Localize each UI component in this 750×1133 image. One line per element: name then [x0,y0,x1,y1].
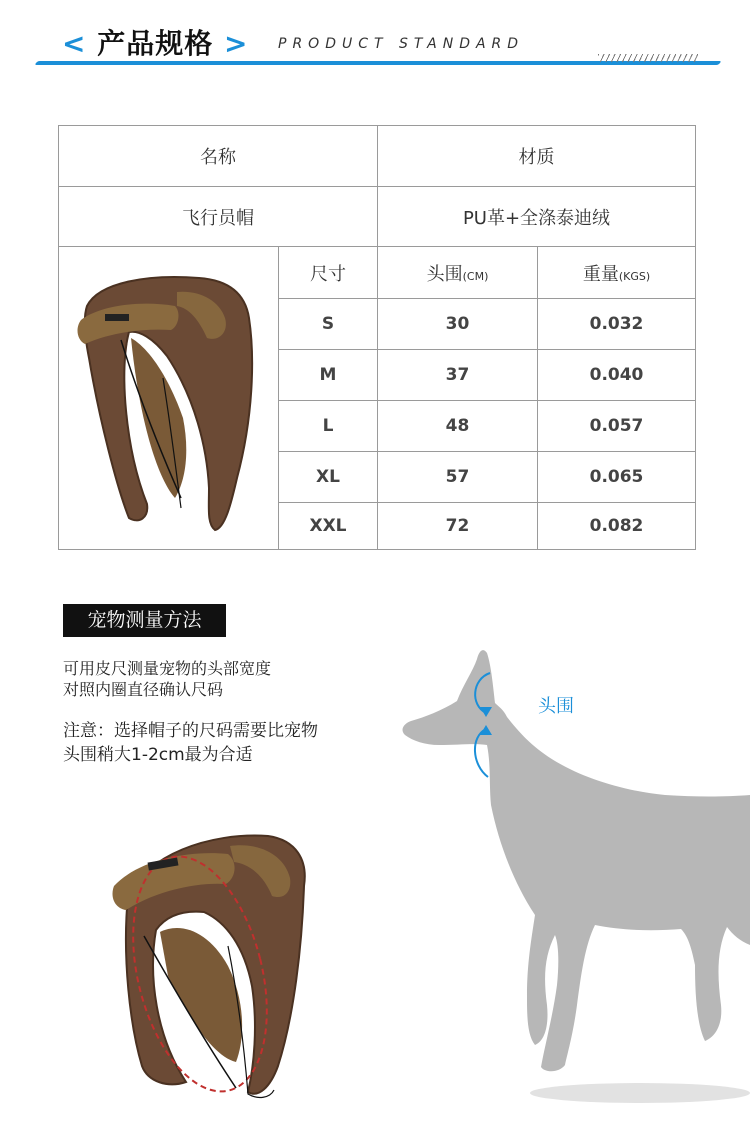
size-cell: S [279,299,378,350]
size-cell: XXL [279,503,378,550]
spec-value-row [59,187,696,247]
head-unit: (CM) [462,269,489,283]
chevron-left-icon: < [62,27,87,60]
chevron-right-icon: > [223,27,249,60]
measure-note-2: 头围稍大1-2cm最为合适 [63,745,253,765]
section-title [62,22,248,62]
spec-header-row [59,126,696,187]
section-subtitle: PRODUCT STANDARD [278,36,525,52]
section-title-text: 产品规格 [97,27,214,60]
weight-unit: (KGS) [618,269,651,283]
head-cell: 37 [378,350,538,401]
size-header-row [59,247,696,299]
weight-header-text: 重量 [582,263,619,285]
name-value: 飞行员帽 [59,187,378,247]
size-cell: M [279,350,378,401]
measure-instruction-1: 可用皮尺测量宠物的头部宽度 [63,659,272,678]
weight-header [538,247,696,299]
head-circumference-label: 头围 [538,696,574,717]
head-cell: 48 [378,401,538,452]
measure-note-1: 注意：选择帽子的尺码需要比宠物 [63,721,318,741]
hat-measure-image [108,826,313,1106]
measure-title-badge: 宠物测量方法 [63,604,226,637]
head-header [378,247,538,299]
weight-cell: 0.082 [538,503,696,550]
material-value: PU革+全涤泰迪绒 [378,187,696,247]
product-image-cell [59,247,279,550]
head-header-text: 头围 [426,263,463,285]
name-header: 名称 [59,126,378,187]
header-hatch-decoration [598,54,698,62]
material-header: 材质 [378,126,696,187]
spec-table [58,125,696,550]
head-cell: 57 [378,452,538,503]
measure-arrow-icon [468,665,508,780]
size-cell: XL [279,452,378,503]
size-header: 尺寸 [279,247,378,299]
size-cell: L [279,401,378,452]
weight-cell: 0.065 [538,452,696,503]
head-cell: 30 [378,299,538,350]
weight-cell: 0.040 [538,350,696,401]
measure-instruction-2: 对照内圈直径确认尺码 [63,680,224,699]
weight-cell: 0.032 [538,299,696,350]
weight-cell: 0.057 [538,401,696,452]
hat-image [59,248,278,548]
head-cell: 72 [378,503,538,550]
